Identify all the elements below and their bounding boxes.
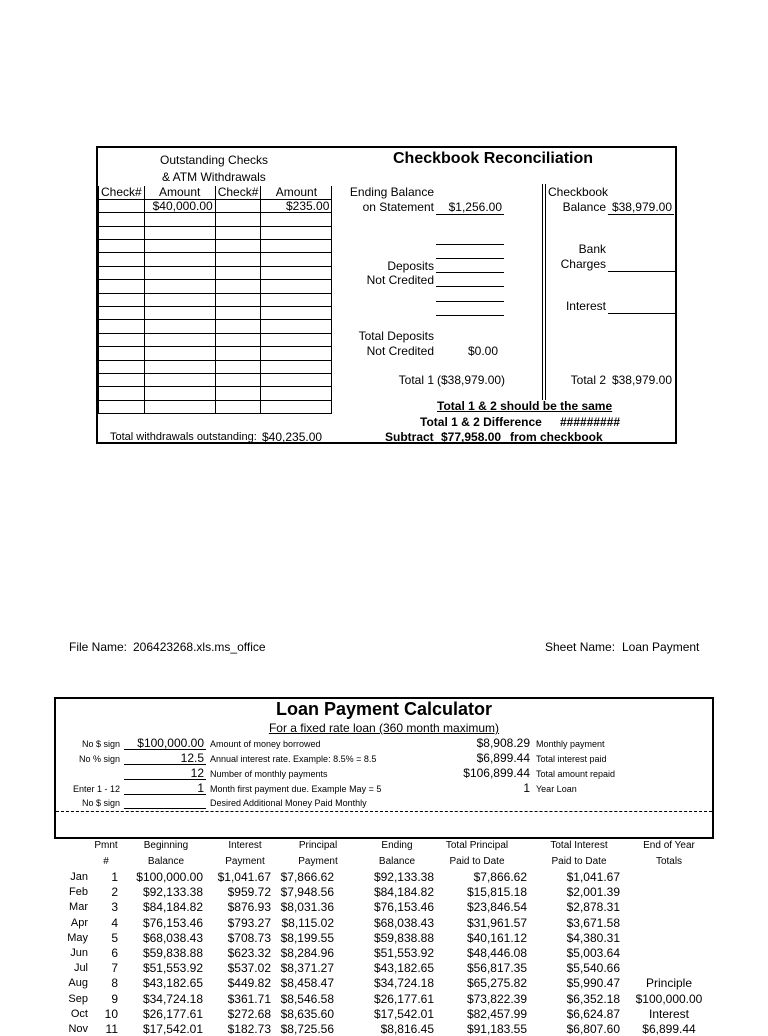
amount-cell[interactable]: [261, 320, 332, 333]
table-cell: $5,003.64: [566, 946, 620, 960]
amount-cell[interactable]: [261, 400, 332, 413]
table-cell: 9: [111, 991, 118, 1006]
output-desc: Total interest paid: [536, 754, 607, 764]
amount-cell[interactable]: [261, 293, 332, 306]
table-cell: 4: [111, 915, 118, 930]
check-cell[interactable]: [99, 387, 145, 400]
output-desc: Total amount repaid: [536, 769, 616, 779]
check-cell[interactable]: [99, 320, 145, 333]
table-cell: $26,177.61: [373, 991, 434, 1006]
divider-line-2: [545, 184, 546, 400]
check-cell[interactable]: [215, 387, 261, 400]
table-cell: $708.73: [227, 930, 271, 945]
total-interest-value: $6,899.44: [476, 751, 530, 765]
input-hint: Enter 1 - 12: [72, 784, 120, 794]
divider-line-1: [542, 184, 543, 400]
table-cell: $82,457.99: [466, 1006, 527, 1021]
checkbook-label-2: Balance: [562, 200, 606, 214]
amount-cell[interactable]: [261, 333, 332, 346]
recon-title: Checkbook Reconciliation: [393, 150, 594, 167]
file-name: 206423268.xls.ms_office: [133, 640, 266, 654]
table-cell: $76,153.46: [142, 915, 203, 930]
table-cell: $2,001.39: [566, 885, 620, 900]
table-cell: $100,000.00: [635, 991, 703, 1006]
col-check-1: Check#: [99, 186, 145, 199]
table-cell: $59,838.88: [373, 930, 434, 945]
table-cell: 6: [111, 946, 118, 960]
table-cell: $59,838.88: [142, 946, 203, 960]
table-cell: $876.93: [227, 900, 271, 915]
table-cell: $84,184.82: [142, 900, 203, 915]
table-cell: $8,284.96: [280, 946, 334, 960]
input-hint: No $ sign: [81, 798, 120, 808]
checkbook-underline: [608, 214, 674, 215]
outstanding-checks-table: [98, 186, 332, 414]
table-cell: $7,866.62: [473, 870, 527, 884]
table-cell: $8,725.56: [280, 1022, 334, 1036]
amount-cell[interactable]: [144, 360, 215, 373]
table-cell: $4,380.31: [566, 930, 620, 945]
table-cell: $8,635.60: [280, 1006, 334, 1021]
table-cell: $43,182.65: [373, 961, 434, 976]
month-label: Jan: [70, 871, 88, 883]
table-cell: $8,031.36: [280, 900, 334, 915]
table-cell: $8,816.45: [380, 1022, 434, 1036]
check-cell[interactable]: [215, 320, 261, 333]
total-deposits-label-2: Not Credited: [366, 344, 434, 358]
column-header: Ending: [381, 840, 413, 851]
sheet-name: Loan Payment: [622, 640, 700, 654]
deposits-label-2: Not Credited: [366, 273, 434, 287]
total1-value: ($38,979.00): [437, 373, 506, 387]
amount-cell[interactable]: [261, 213, 332, 226]
bank-charges-label-2: Charges: [560, 257, 606, 271]
input-desc: Amount of money borrowed: [210, 739, 321, 749]
month-label: Apr: [70, 916, 88, 929]
total-deposits-value: $0.00: [467, 344, 498, 358]
column-header: Payment: [225, 856, 265, 867]
check-cell[interactable]: [215, 307, 261, 320]
month-label: Sep: [68, 992, 88, 1005]
check-cell[interactable]: [99, 400, 145, 413]
table-cell: $8,458.47: [280, 976, 334, 991]
input-desc: Annual interest rate. Example: 8.5% = 8.5: [210, 754, 377, 764]
check-cell[interactable]: [99, 360, 145, 373]
column-header: Balance: [378, 856, 416, 867]
num-payments-underline: [124, 779, 206, 780]
table-cell: 7: [111, 961, 118, 976]
column-header: Beginning: [143, 840, 189, 851]
amount-cell[interactable]: [144, 240, 215, 253]
amount-cell[interactable]: [144, 333, 215, 346]
ending-balance-value[interactable]: $1,256.00: [448, 200, 502, 214]
table-cell: $48,446.08: [466, 946, 527, 960]
table-cell: $91,183.55: [466, 1022, 527, 1036]
table-cell: $7,948.56: [280, 885, 334, 900]
table-cell: $5,540.66: [566, 961, 620, 976]
check-cell[interactable]: [99, 333, 145, 346]
interest-label: Interest: [565, 299, 606, 313]
month-label: Aug: [68, 977, 88, 990]
deposit-line-1[interactable]: [436, 244, 504, 245]
table-cell: $15,815.18: [466, 885, 527, 900]
table-cell: $56,817.35: [466, 961, 527, 976]
check-cell[interactable]: [215, 266, 261, 279]
check-cell[interactable]: [215, 293, 261, 306]
check-cell[interactable]: [215, 400, 261, 413]
table-cell: $92,133.38: [142, 885, 203, 900]
bank-charges-input-line[interactable]: [608, 271, 676, 272]
table-cell: $8,199.55: [280, 930, 334, 945]
amount-cell[interactable]: [144, 280, 215, 293]
table-cell: $1,041.67: [566, 870, 620, 884]
column-header: Total Interest: [550, 840, 608, 851]
table-cell: $793.27: [227, 915, 271, 930]
check-cell[interactable]: [215, 253, 261, 266]
table-cell: $361.71: [227, 991, 271, 1006]
month-label: Oct: [70, 1007, 88, 1020]
column-header: Paid to Date: [551, 856, 607, 867]
total2-label: Total 2: [570, 373, 606, 387]
table-cell: $2,878.31: [566, 900, 620, 915]
table-cell: $92,133.38: [373, 870, 434, 884]
table-cell: Principle: [645, 976, 693, 991]
table-cell: $84,184.82: [373, 885, 434, 900]
amount-cell[interactable]: $40,000.00: [144, 199, 215, 212]
table-cell: $43,182.65: [142, 976, 203, 991]
difference-label: Total 1 & 2 Difference: [420, 415, 542, 429]
check-cell[interactable]: [99, 293, 145, 306]
column-header: Interest: [228, 840, 262, 851]
check-cell[interactable]: [215, 280, 261, 293]
total-deposits-label-1: Total Deposits: [358, 329, 434, 343]
totals-same-message: Total 1 & 2 should be the same: [437, 399, 613, 413]
table-cell: $17,542.01: [373, 1006, 434, 1021]
ending-balance-label-2: on Statement: [362, 200, 434, 214]
check-cell[interactable]: [99, 199, 145, 212]
deposits-label-1: Deposits: [387, 259, 434, 273]
table-cell: $272.68: [227, 1006, 271, 1021]
amount-cell[interactable]: [144, 347, 215, 360]
amount-cell[interactable]: [144, 213, 215, 226]
deposit-line-3[interactable]: [436, 272, 504, 273]
deposit-line-4[interactable]: [436, 286, 504, 287]
sheet-name-label: Sheet Name:: [545, 640, 616, 654]
amount-cell[interactable]: [144, 320, 215, 333]
col-check-2: Check#: [215, 186, 261, 199]
amount-cell[interactable]: [144, 400, 215, 413]
column-header: Total Principal: [445, 840, 509, 851]
input-hint: No % sign: [78, 754, 120, 764]
table-cell: $8,371.27: [280, 961, 334, 976]
dashed-divider: [56, 811, 712, 812]
col-amount-2: Amount: [261, 186, 332, 199]
amount-cell[interactable]: [261, 373, 332, 386]
column-header: Paid to Date: [449, 856, 505, 867]
interest-input-line[interactable]: [608, 313, 676, 314]
amount-cell[interactable]: [261, 387, 332, 400]
amount-cell[interactable]: [261, 253, 332, 266]
amount-cell[interactable]: [261, 266, 332, 279]
year-loan-value: 1: [523, 781, 530, 795]
table-cell: Interest: [648, 1006, 690, 1021]
amount-cell[interactable]: [261, 360, 332, 373]
amount-cell[interactable]: [144, 253, 215, 266]
check-cell[interactable]: [99, 226, 145, 239]
table-cell: $182.73: [227, 1022, 271, 1036]
output-desc: Monthly payment: [536, 739, 605, 749]
amount-cell[interactable]: $235.00: [261, 199, 332, 212]
table-cell: $8,115.02: [281, 915, 334, 930]
check-cell[interactable]: [215, 347, 261, 360]
subtract-value: $77,958.00: [441, 430, 502, 444]
table-cell: 8: [111, 976, 118, 991]
month-label: Nov: [68, 1023, 88, 1035]
month-label: May: [67, 931, 88, 944]
amount-cell[interactable]: [144, 387, 215, 400]
amount-cell[interactable]: [261, 347, 332, 360]
total-withdrawals-label: Total withdrawals outstanding:: [110, 431, 257, 443]
loan-amount-underline: [124, 749, 206, 750]
total-withdrawals-value: $40,235.00: [262, 430, 323, 444]
first-month-input[interactable]: 1: [197, 781, 204, 795]
check-cell[interactable]: [99, 307, 145, 320]
amount-cell[interactable]: [144, 226, 215, 239]
difference-value: #########: [560, 415, 621, 429]
table-cell: $65,275.82: [466, 976, 527, 991]
input-desc: Number of monthly payments: [210, 769, 328, 779]
input-hint: No $ sign: [81, 739, 120, 749]
first-month-underline: [124, 794, 206, 795]
month-label: Jul: [73, 962, 88, 975]
check-cell[interactable]: [215, 240, 261, 253]
check-cell[interactable]: [99, 280, 145, 293]
table-cell: $7,866.62: [280, 870, 334, 884]
col-amount-1: Amount: [144, 186, 215, 199]
check-cell[interactable]: [99, 213, 145, 226]
amount-cell[interactable]: [144, 373, 215, 386]
month-label: Jun: [70, 947, 88, 959]
table-cell: 5: [111, 930, 118, 945]
table-cell: $959.72: [227, 885, 271, 900]
amount-cell[interactable]: [144, 307, 215, 320]
check-cell[interactable]: [215, 373, 261, 386]
table-cell: $23,846.54: [466, 900, 527, 915]
table-cell: 3: [111, 900, 118, 915]
column-header: Pmnt: [94, 840, 118, 851]
table-cell: $34,724.18: [142, 991, 203, 1006]
check-cell[interactable]: [215, 213, 261, 226]
loan-amount-input[interactable]: $100,000.00: [137, 736, 204, 750]
total1-label: Total 1: [398, 373, 434, 387]
table-cell: $51,553.92: [373, 946, 434, 960]
table-cell: $449.82: [227, 976, 271, 991]
column-header: Balance: [147, 856, 185, 867]
interest-rate-input[interactable]: 12.5: [180, 751, 204, 765]
table-cell: 1: [111, 870, 118, 884]
file-name-label: File Name:: [69, 640, 128, 654]
ending-balance-underline: [436, 214, 504, 215]
check-cell[interactable]: [215, 333, 261, 346]
deposit-line-2[interactable]: [436, 258, 504, 259]
table-cell: $40,161.12: [466, 930, 527, 945]
column-header: Totals: [655, 856, 683, 867]
check-cell[interactable]: [215, 199, 261, 212]
subtract-suffix: from checkbook: [510, 430, 603, 444]
table-cell: $31,961.57: [466, 915, 527, 930]
deposit-line-6[interactable]: [436, 315, 504, 316]
additional-payment-underline: [124, 808, 206, 809]
output-desc: Year Loan: [536, 784, 577, 794]
checkbook-label-1: Checkbook: [548, 185, 609, 199]
amount-cell[interactable]: [261, 240, 332, 253]
table-cell: $17,542.01: [142, 1022, 203, 1036]
checkbook-balance-value[interactable]: $38,979.00: [611, 200, 672, 214]
subtract-label: Subtract: [385, 430, 434, 444]
interest-rate-underline: [124, 764, 206, 765]
table-cell: $73,822.39: [466, 991, 527, 1006]
input-desc: Month first payment due. Example May = 5: [210, 784, 382, 794]
monthly-payment-value: $8,908.29: [476, 736, 530, 750]
outstanding-title-1: Outstanding Checks: [160, 153, 269, 167]
table-cell: $6,899.44: [642, 1022, 696, 1036]
check-cell[interactable]: [99, 347, 145, 360]
table-cell: $34,724.18: [373, 976, 434, 991]
column-header: End of Year: [643, 840, 695, 851]
table-cell: $1,041.67: [217, 870, 271, 884]
table-cell: $100,000.00: [136, 870, 203, 884]
num-payments-input[interactable]: 12: [190, 766, 204, 780]
month-label: Feb: [69, 886, 88, 899]
check-cell[interactable]: [99, 240, 145, 253]
table-cell: $26,177.61: [142, 1006, 203, 1021]
check-cell[interactable]: [99, 253, 145, 266]
table-cell: $5,990.47: [566, 976, 620, 991]
table-cell: 2: [111, 885, 118, 900]
table-cell: $51,553.92: [142, 961, 203, 976]
table-cell: $537.02: [227, 961, 271, 976]
amount-cell[interactable]: [144, 266, 215, 279]
loan-subtitle: For a fixed rate loan (360 month maximum): [268, 721, 500, 735]
input-desc: Desired Additional Money Paid Monthly: [210, 798, 367, 808]
table-cell: 10: [104, 1006, 118, 1021]
amount-cell[interactable]: [144, 293, 215, 306]
loan-calculator-panel: [54, 697, 714, 839]
deposit-line-5[interactable]: [436, 301, 504, 302]
amount-cell[interactable]: [261, 226, 332, 239]
column-header: Payment: [298, 856, 338, 867]
outstanding-title-2: & ATM Withdrawals: [162, 170, 266, 184]
check-cell[interactable]: [99, 373, 145, 386]
table-cell: 11: [105, 1022, 118, 1036]
column-header: Principal: [298, 840, 338, 851]
total2-value: $38,979.00: [611, 373, 672, 387]
table-cell: $6,807.60: [566, 1022, 620, 1036]
table-cell: $3,671.58: [566, 915, 620, 930]
checkbook-reconciliation-panel: [96, 146, 677, 444]
table-cell: $6,352.18: [566, 991, 620, 1006]
amount-cell[interactable]: [261, 280, 332, 293]
ending-balance-label-1: Ending Balance: [349, 185, 434, 199]
table-cell: $623.32: [227, 946, 271, 960]
table-cell: $6,624.87: [566, 1006, 620, 1021]
bank-charges-label-1: Bank: [578, 242, 606, 256]
total-repaid-value: $106,899.44: [463, 766, 530, 780]
table-cell: $8,546.58: [280, 991, 334, 1006]
month-label: Mar: [69, 901, 88, 914]
check-cell[interactable]: [215, 360, 261, 373]
loan-title: Loan Payment Calculator: [275, 699, 493, 719]
table-cell: $76,153.46: [373, 900, 434, 915]
table-cell: $68,038.43: [142, 930, 203, 945]
check-cell[interactable]: [99, 266, 145, 279]
amount-cell[interactable]: [261, 307, 332, 320]
table-cell: $68,038.43: [373, 915, 434, 930]
check-cell[interactable]: [215, 226, 261, 239]
column-header: #: [103, 856, 109, 867]
